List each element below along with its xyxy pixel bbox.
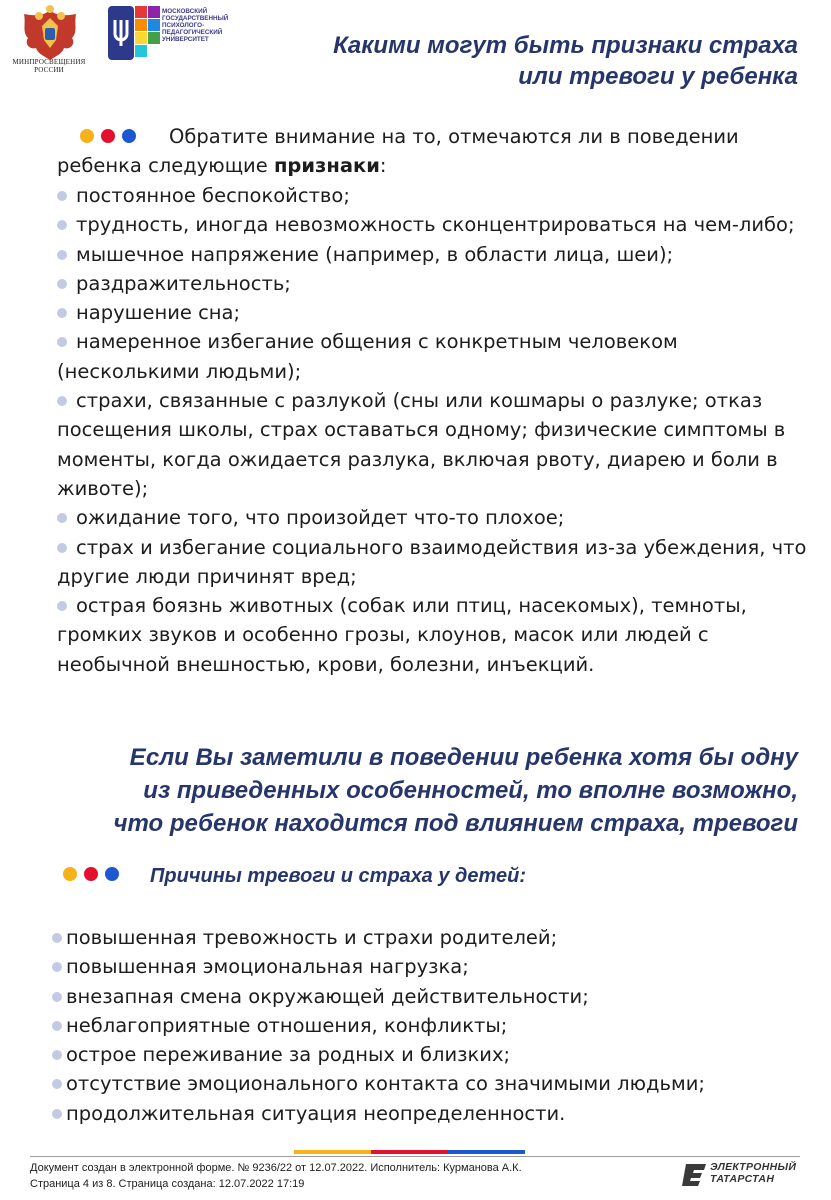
bullet-icon: [52, 933, 62, 943]
red-dot-icon: [84, 867, 98, 881]
list-item: острая боязнь животных (собак или птиц, насекомых), темноты, громких звуков и особенно грозы, клоунов, масок или людей с необычной внешностью, крови, болезни, инъекций.: [57, 594, 747, 676]
bullet-icon: [52, 992, 62, 1002]
list-item: мышечное напряжение (например, в области лица, шеи);: [57, 240, 817, 269]
list-item: нарушение сна;: [57, 298, 817, 327]
signs-list: [57, 181, 817, 679]
ministry-name: МИНПРОСВЕЩЕНИЯ РОССИИ: [12, 58, 86, 74]
tatarstan-logo-icon: [680, 1162, 708, 1188]
list-item: повышенная тревожность и страхи родителей;: [52, 923, 812, 952]
yellow-dot-icon: [63, 867, 77, 881]
bullet-icon: [57, 250, 67, 260]
university-logo-icon: [108, 6, 160, 60]
list-item: страх и избегание социального взаимодействия из-за убеждения, что другие люди причинят вред;: [57, 535, 807, 588]
bullet-icon: [57, 337, 67, 347]
list-item: страхи, связанные с разлукой (сны или кошмары о разлуке; отказ посещения школы, страх оставаться одному; физические симптомы в моменты, когда ожидается разлука, включая рвоту, диарею и боли в животе);: [57, 389, 786, 500]
list-item: продолжительная ситуация неопределенности.: [52, 1099, 812, 1128]
decorative-dots-icon: [63, 867, 119, 881]
bullet-icon: [57, 396, 67, 406]
bullet-icon: [57, 279, 67, 289]
bullet-icon: [52, 1050, 62, 1060]
list-item: трудность, иногда невозможность сконцентрироваться на чем-либо;: [57, 210, 817, 239]
footer-color-stripe: [294, 1150, 525, 1154]
list-item: постоянное беспокойство;: [57, 181, 817, 210]
bullet-icon: [57, 513, 67, 523]
bullet-icon: [52, 1109, 62, 1119]
electronic-tatarstan-logo: ЭЛЕКТРОННЫЙ ТАТАРСТАН: [680, 1160, 802, 1190]
intro-paragraph: Обратите внимание на то, отмечаются ли в поведении ребенка следующие признаки:: [57, 125, 739, 178]
bullet-icon: [52, 1021, 62, 1031]
list-item: острое переживание за родных и близких;: [52, 1040, 812, 1069]
list-item: ожидание того, что произойдет что-то плохое;: [57, 503, 817, 532]
bullet-icon: [57, 601, 67, 611]
causes-heading: Причины тревоги и страха у детей:: [150, 865, 527, 887]
bullet-icon: [57, 191, 67, 201]
bullet-icon: [57, 308, 67, 318]
bullet-icon: [57, 543, 67, 553]
bullet-icon: [52, 1079, 62, 1089]
footer-divider: [30, 1156, 800, 1157]
bullet-icon: [52, 962, 62, 972]
list-item: раздражительность;: [57, 269, 817, 298]
list-item: повышенная эмоциональная нагрузка;: [52, 952, 812, 981]
callout-conclusion: Если Вы заметили в поведении ребенка хотя бы одну из приведенных особенностей, то вполне возможно, что ребенок находится под влиянием страха, тревоги: [113, 744, 798, 837]
list-item: неблагоприятные отношения, конфликты;: [52, 1011, 812, 1040]
list-item: внезапная смена окружающей действительности;: [52, 982, 812, 1011]
blue-dot-icon: [105, 867, 119, 881]
list-item: намеренное избегание общения с конкретным человеком (несколькими людьми);: [57, 330, 678, 383]
bullet-icon: [57, 220, 67, 230]
page-title: Какими могут быть признаки страха или тревоги у ребенка: [333, 32, 798, 90]
footer-document-info: Документ создан в электронной форме. № 9236/22 от 12.07.2022. Исполнитель: Курманова А.К. Страница 4 из 8. Страница создана: 12.07.2022 17:19: [30, 1162, 522, 1190]
list-item: отсутствие эмоционального контакта со значимыми людьми;: [52, 1069, 812, 1098]
causes-list: [52, 923, 812, 1128]
university-name: МОСКОВСКИЙ ГОСУДАРСТВЕННЫЙ ПСИХОЛОГО- ПЕДАГОГИЧЕСКИЙ УНИВЕРСИТЕТ: [162, 8, 229, 43]
